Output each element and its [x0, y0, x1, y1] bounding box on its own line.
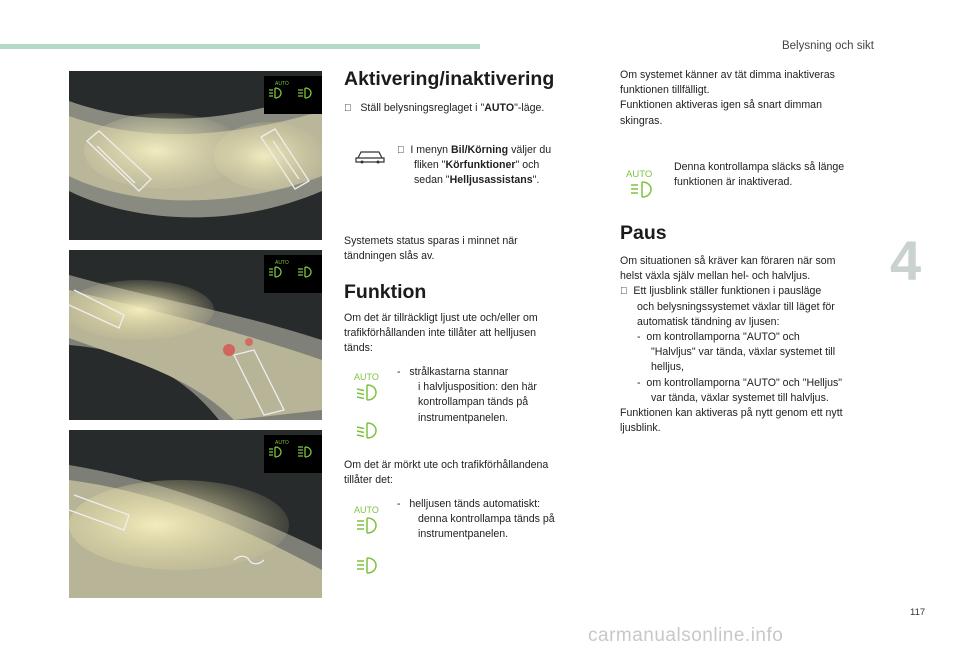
- arrow-bullet-icon: [620, 286, 628, 297]
- heading-function: Funktion: [344, 281, 427, 303]
- function-paragraph: Om det är tillräckligt ljust ute och/eller om trafikförhållanden inte tillåter att helljusen tänds:: [344, 312, 538, 355]
- svg-text:AUTO: AUTO: [275, 440, 289, 446]
- bullet-high-beam: - helljusen tänds automatiskt: denna kontrollampa tänds på instrumentpanelen.: [397, 498, 555, 541]
- svg-text:AUTO: AUTO: [354, 505, 379, 515]
- svg-text:AUTO: AUTO: [275, 81, 289, 87]
- illustration-low-beam-both-cars: [69, 71, 322, 240]
- pause-paragraph: Om situationen så kräver kan föraren när som helst växla själv mellan hel- och halvljus. Ett ljusblink ställer funktionen i pausläge och belysningssystemet växlar till läget för automatisk tändning av ljusen: - om kontrollamporna "AUTO" och "Halvljus" var tända, växlar systemet till helljus, - om kontrollamporna "AUTO" och "Helljus" var tända, växlar systemet till halvljus. Funktionen kan aktiveras på nytt genom ett nytt ljusblink.: [620, 255, 843, 435]
- chapter-number: 4: [890, 229, 922, 292]
- lamp-off-note: Denna kontrollampa släcks så länge funktionen är inaktiverad.: [674, 161, 845, 189]
- heading-pause: Paus: [620, 222, 667, 244]
- arrow-bullet-icon: [397, 145, 405, 156]
- fog-paragraph: Om systemet känner av tät dimma inaktiveras funktionen tillfälligt. Funktionen aktiveras igen så snart dimman skingras.: [620, 69, 835, 127]
- bullet-low-beam: - strålkastarna stannar i halvljusposition: den här kontrollampan tänds på instrumentpanelen.: [397, 366, 537, 424]
- highbeam-icon: [353, 555, 387, 577]
- step-set-auto: Ställ belysningsreglaget i "AUTO"-läge.: [344, 101, 544, 116]
- illustration-high-beam: [69, 430, 322, 598]
- status-paragraph: Systemets status sparas i minnet när tändningen slås av.: [344, 235, 518, 263]
- page-number: 117: [910, 607, 926, 618]
- header-bar: [0, 44, 480, 49]
- car-icon: [355, 146, 385, 164]
- menu-instruction: I menyn Bil/Körning väljer du fliken "Körfunktioner" och sedan "Helljusassistans".: [397, 143, 551, 189]
- watermark: carmanualsonline.info: [588, 625, 784, 646]
- lowbeam-icon: [353, 420, 387, 442]
- svg-text:AUTO: AUTO: [275, 260, 289, 266]
- auto-highbeam-icon: [353, 505, 387, 539]
- dark-paragraph: Om det är mörkt ute och trafikförhållandena tillåter det:: [344, 459, 549, 487]
- section-title: Belysning och sikt: [781, 40, 874, 52]
- auto-lowbeam-icon: [353, 372, 387, 406]
- illustration-low-beam-oncoming: [69, 250, 322, 420]
- auto-off-icon: [625, 168, 661, 202]
- heading-activation: Aktivering/inaktivering: [344, 68, 555, 90]
- arrow-bullet-icon: [344, 103, 352, 114]
- svg-text:AUTO: AUTO: [354, 372, 379, 382]
- svg-text:AUTO: AUTO: [626, 169, 653, 180]
